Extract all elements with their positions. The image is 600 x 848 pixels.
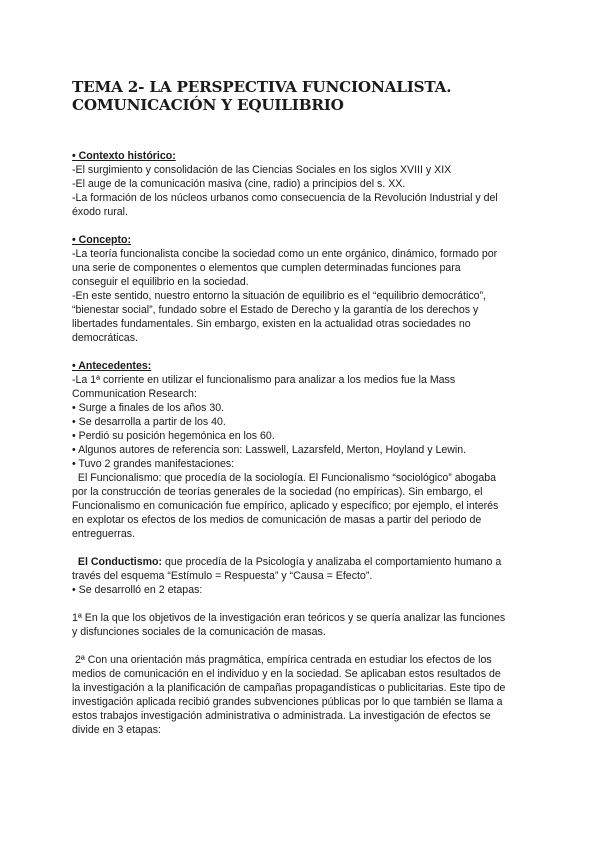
etapa2-line: medios de comunicación en el individuo y en la sociedad. Se aplicaban estos resultados de — [72, 668, 501, 680]
etapa2-line: la investigación a la planificación de campañas propagandísticas o publicitarias. Este tipo de — [72, 682, 506, 694]
title-line-2: COMUNICACIÓN Y EQUILIBRIO — [72, 96, 344, 114]
contexto-line: -El auge de la comunicación masiva (cine, radio) a principios del s. XX. — [72, 178, 406, 190]
conductismo-line-rest: que procedía de la Psicología y analizaba el comportamiento humano a — [162, 556, 502, 568]
document-body — [72, 149, 532, 737]
antecedentes-bullet: • Se desarrolla a partir de los 40. — [72, 416, 226, 428]
antecedentes-line: Funcionalismo en comunicación fue empírico, aplicado y específico; por ejemplo, el interés — [72, 500, 499, 512]
antecedentes-line: en explotar os efectos de los medios de comunicación de masas a partir del periodo de — [72, 514, 482, 526]
concepto-line: -La teoría funcionalista concibe la sociedad como un ente orgánico, dinámico, formado por — [72, 248, 498, 260]
concepto-line: libertades fundamentales. Sin embargo, existen en la actualidad otras sociedades no — [72, 318, 471, 330]
conductismo-line: través del esquema “Estímulo = Respuesta” y “Causa = Efecto”. — [72, 570, 373, 582]
section-heading-concepto: • Concepto: — [72, 234, 132, 246]
etapa2-line: investigación aplicada recibió grandes subvenciones públicas por lo que también se llama a — [72, 696, 503, 708]
concepto-line: democráticas. — [72, 332, 138, 344]
concepto-line: conseguir el equilibrio en la sociedad. — [72, 276, 249, 288]
etapa2-line: divide en 3 etapas: — [72, 724, 161, 736]
antecedentes-bullet: • Surge a finales de los años 30. — [72, 402, 225, 414]
antecedentes-line: entreguerras. — [72, 528, 136, 540]
antecedentes-line: El Funcionalismo: que procedía de la sociología. El Funcionalismo “sociológico” abogaba — [72, 472, 496, 484]
conductismo-label: El Conductismo: — [77, 556, 163, 568]
concepto-line: “bienestar social”, fundado sobre el Estado de Derecho y la garantía de los derechos y — [72, 304, 479, 316]
antecedentes-bullet: • Perdió su posición hegemónica en los 60. — [72, 430, 275, 442]
antecedentes-line: Communication Research: — [72, 388, 197, 400]
concepto-line: -En este sentido, nuestro entorno la situación de equilibrio es el “equilibrio democrático”, — [72, 290, 486, 302]
conductismo-line — [72, 555, 532, 569]
conductismo-bullet: • Se desarrolló en 2 etapas: — [72, 584, 203, 596]
section-heading-contexto: • Contexto histórico: — [72, 150, 176, 162]
contexto-line: -La formación de los núcleos urbanos como consecuencia de la Revolución Industrial y del — [72, 192, 498, 204]
antecedentes-line: por la construcción de teorías generales de la sociedad (no empíricas). Sin embargo, el — [72, 486, 483, 498]
etapa2-line: 2ª Con una orientación más pragmática, empírica centrada en estudiar los efectos de los — [72, 654, 492, 666]
antecedentes-bullet: • Tuvo 2 grandes manifestaciones: — [72, 458, 235, 470]
etapa1-line: 1ª En la que los objetivos de la investigación eran teóricos y se quería analizar las funciones — [72, 612, 506, 624]
etapa1-line: y disfunciones sociales de la comunicación de masas. — [72, 626, 326, 638]
etapa2-line: estos trabajos investigación administrativa o administrada. La investigación de efectos se — [72, 710, 491, 722]
section-heading-antecedentes: • Antecedentes: — [72, 360, 152, 372]
antecedentes-bullet: • Algunos autores de referencia son: Lasswell, Lazarsfeld, Merton, Hoyland y Lewin. — [72, 444, 467, 456]
document-title — [72, 78, 542, 114]
concepto-line: una serie de componentes o elementos que cumplen determinadas funciones para — [72, 262, 461, 274]
antecedentes-line: -La 1ª corriente en utilizar el funcionalismo para analizar a los medios fue la Mass — [72, 374, 456, 386]
title-line-1: TEMA 2- LA PERSPECTIVA FUNCIONALISTA. — [72, 78, 452, 96]
contexto-line: -El surgimiento y consolidación de las Ciencias Sociales en los siglos XVIII y XIX — [72, 164, 452, 176]
contexto-line: éxodo rural. — [72, 206, 128, 218]
